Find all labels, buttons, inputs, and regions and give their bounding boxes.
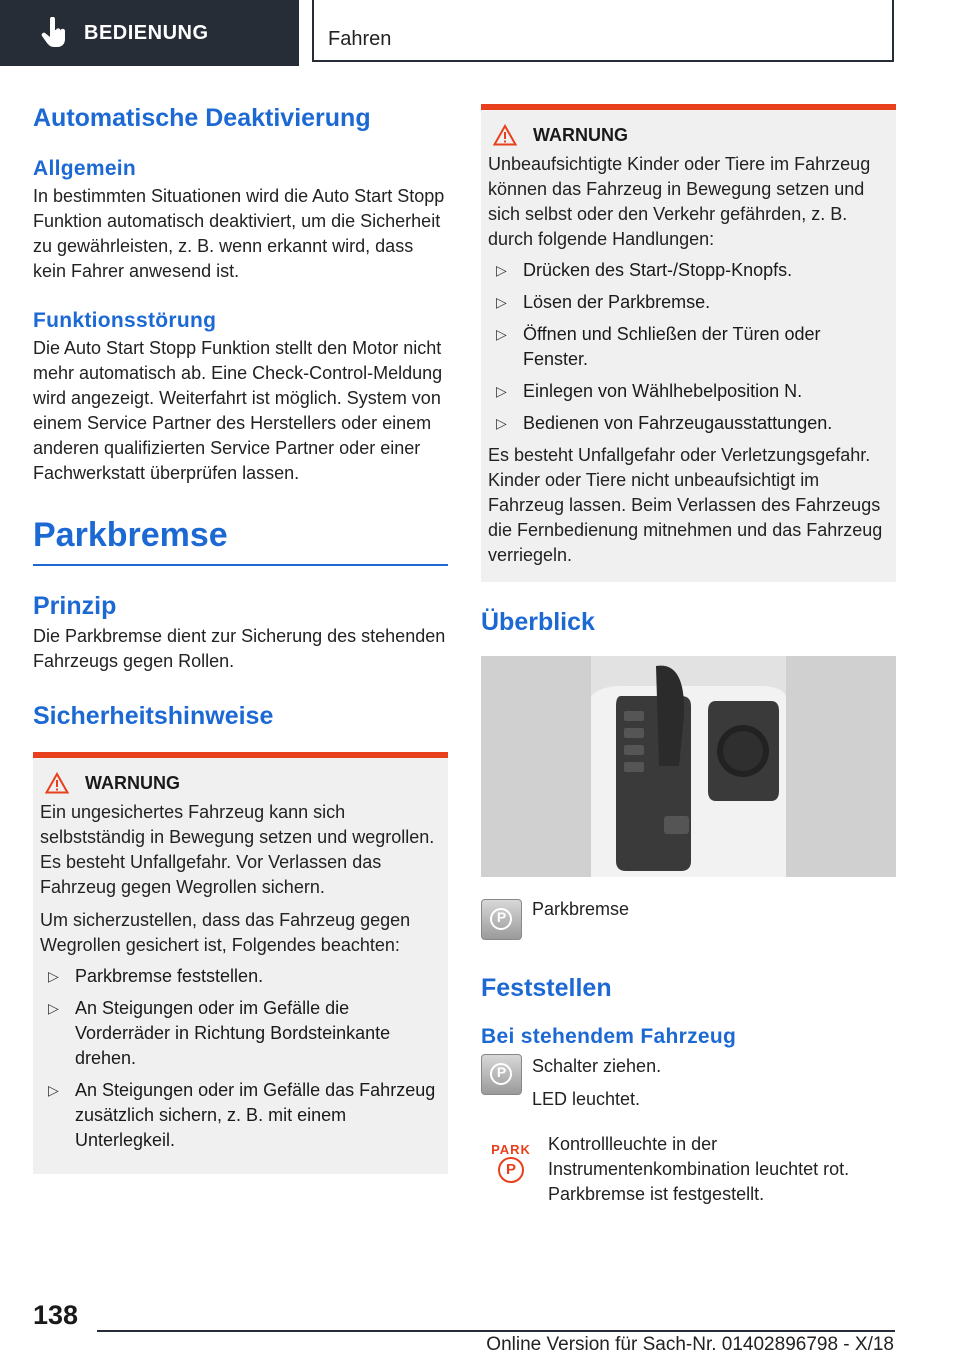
section-tab	[0, 0, 299, 66]
warning-title-row	[40, 772, 441, 794]
warning-triangle-icon	[45, 772, 69, 794]
warning-title: WARNUNG	[85, 772, 180, 793]
page-number: 138	[33, 1300, 79, 1330]
bullet-triangle-icon: ▷	[48, 1082, 59, 1098]
list-item: ▷ Drücken des Start-/Stopp-Knopfs.	[488, 258, 889, 283]
parking-brake-switch-icon: P	[481, 1054, 522, 1095]
bullet-triangle-icon: ▷	[496, 326, 507, 342]
list-item: ▷ An Steigungen oder im Gefälle die Vorderräder in Richtung Bordsteinkante drehen.	[40, 996, 441, 1071]
heading-prinzip: Prinzip	[33, 592, 117, 620]
chapter-label: Fahren	[328, 28, 392, 50]
warning-text: Ein ungesichertes Fahrzeug kann sich selbstständig in Bewegung setzen und wegrollen. Es besteht Unfallgefahr. Vor Verlassen das Fahrzeug gegen Wegrollen sichern.	[40, 802, 435, 897]
indicator-text: Kontrollleuchte in der Instrumentenkombination leuchtet rot. Parkbremse ist festgestellt.	[548, 1134, 850, 1204]
step-row	[481, 1054, 896, 1112]
heading-funktionsstoerung: Funktionsstörung	[33, 309, 217, 332]
hand-pointer-icon	[34, 13, 74, 53]
parking-brake-switch-icon: P	[481, 899, 522, 940]
heading-sicherheitshinweise: Sicherheitshinweise	[33, 702, 274, 730]
step-text: Schalter ziehen.	[532, 1056, 662, 1076]
heading-stehendes-fahrzeug: Bei stehendem Fahrzeug	[481, 1025, 737, 1048]
bullet-triangle-icon: ▷	[496, 262, 507, 278]
center-console-photo	[481, 656, 896, 877]
stoerung-text: Die Auto Start Stopp Funktion stellt den Motor nicht mehr automatisch ab. Eine Check-Control-Meldung wird angezeigt. Weiterfahrt ist möglich. System von einem Service Partner des Herstellers oder einem anderen qualifizierten Service Partner oder einer Fachwerkstatt überprüfen lassen.	[33, 338, 443, 483]
heading-parkbremse: Parkbremse	[33, 516, 228, 554]
right-column	[481, 104, 896, 1207]
step-text: LED leuchtet.	[532, 1089, 641, 1109]
warning-text: Um sicherzustellen, dass das Fahrzeug gegen Wegrollen gesichert ist, Folgendes beachten:	[40, 910, 411, 955]
heading-ueberblick: Überblick	[481, 608, 595, 636]
warning-text: Unbeaufsichtigte Kinder oder Tiere im Fahrzeug können das Fahrzeug in Bewegung setzen und sich selbst oder den Verkehr gefährden, z. B. durch folgende Handlungen:	[488, 154, 871, 249]
warning-box	[481, 104, 896, 582]
left-column	[33, 100, 448, 1174]
allgemein-text: In bestimmten Situationen wird die Auto Start Stopp Funktion automatisch deaktiviert, um die Sicherheit zu gewährleisten, z. B. wenn erkannt wird, dass kein Fahrer anwesend ist.	[33, 186, 445, 281]
warning-text: Es besteht Unfallgefahr oder Verletzungsgefahr. Kinder oder Tiere nicht unbeaufsichtigt im Fahrzeug lassen. Beim Verlassen des Fahrzeugs die Fernbedienung mitnehmen und das Fahrzeug verriegeln.	[488, 445, 883, 565]
park-warning-lamp-icon: PARK P	[481, 1134, 541, 1183]
section-label: BEDIENUNG	[84, 21, 209, 44]
heading-rule	[33, 564, 448, 566]
bullet-triangle-icon: ▷	[496, 383, 507, 399]
heading-auto-deaktivierung: Automatische Deaktivierung	[33, 104, 371, 132]
list-item: ▷ Parkbremse feststellen.	[40, 964, 441, 989]
prinzip-text: Die Parkbremse dient zur Sicherung des stehenden Fahrzeugs gegen Rollen.	[33, 626, 446, 671]
list-item: ▷ Öffnen und Schließen der Türen oder Fenster.	[488, 322, 889, 372]
list-item: ▷ Lösen der Parkbremse.	[488, 290, 889, 315]
heading-feststellen: Feststellen	[481, 974, 612, 1002]
warning-title-row	[488, 124, 889, 146]
footer-rule	[97, 1330, 895, 1332]
legend-caption: Parkbremse	[532, 899, 630, 919]
bullet-triangle-icon: ▷	[496, 415, 507, 431]
list-item: ▷ Bedienen von Fahrzeugausstattungen.	[488, 411, 889, 436]
indicator-row	[481, 1134, 896, 1207]
warning-box	[33, 752, 448, 1174]
legend-row	[481, 899, 896, 940]
bullet-triangle-icon: ▷	[48, 1000, 59, 1016]
bullet-triangle-icon: ▷	[48, 968, 59, 984]
bullet-triangle-icon: ▷	[496, 294, 507, 310]
warning-triangle-icon	[493, 124, 517, 146]
list-item: ▷ Einlegen von Wählhebelposition N.	[488, 379, 889, 404]
list-item: ▷ An Steigungen oder im Gefälle das Fahrzeug zusätzlich sichern, z. B. mit einem Unterlegkeil.	[40, 1078, 441, 1153]
footer-text: Online Version für Sach-Nr. 01402896798 - X/18	[486, 1334, 894, 1355]
warning-title: WARNUNG	[533, 124, 628, 145]
heading-allgemein: Allgemein	[33, 157, 137, 180]
chapter-tab	[312, 0, 894, 62]
